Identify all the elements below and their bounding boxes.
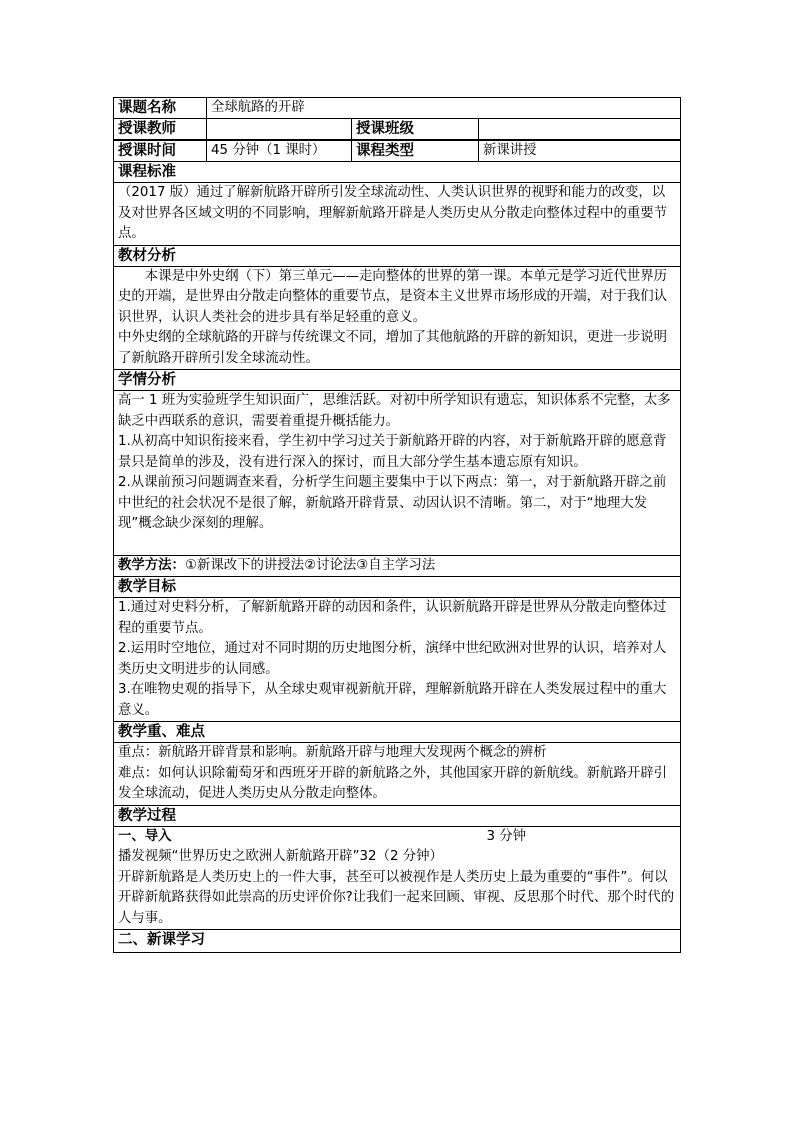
methods-row	[114, 555, 681, 577]
goals-text	[114, 598, 681, 722]
methods-label: 教学方法：	[118, 557, 185, 573]
time-value: 45 分钟（1 课时）	[207, 140, 352, 162]
standard-paragraph: （2017 版）通过了解新航路开辟所引发全球流动性、人类认识世界的视野和能力的改变，以及对世界各区域文明的不同影响，理解新航路开辟是人类历史从分散走向整体过程中的重要节点。	[118, 185, 668, 241]
material-text	[114, 266, 681, 370]
keypoints-text	[114, 743, 681, 806]
standard-text	[114, 183, 681, 246]
keypoints-paragraph-2: 难点：如何认识除葡萄牙和西班牙开辟的新航路之外，其他国家开辟的新航线。新航路开辟引发全球流动，促进人类历史从分散走向整体。	[118, 765, 668, 801]
intro-time: 3 分钟	[486, 828, 527, 844]
methods-text: ①新课改下的讲授法②讨论法③自主学习法	[184, 557, 436, 573]
intro-line	[118, 827, 676, 848]
type-label: 课程类型	[352, 140, 479, 162]
time-label: 授课时间	[114, 140, 207, 162]
keypoints-heading: 教学重、难点	[114, 722, 681, 743]
standard-heading: 课程标准	[114, 162, 681, 183]
material-paragraph-2: 中外史纲的全球航路的开辟与传统课文不同，增加了其他航路的开辟的新知识，更进一步说明了新航路开辟所引发全球流动性。	[118, 330, 668, 366]
students-paragraph-1: 高一 1 班为实验班学生知识面广，思维活跃。对初中所学知识有遗忘，知识体系不完整，太多缺乏中西联系的意识，需要着重提升概括能力。	[118, 393, 671, 429]
title-value: 全球航路的开辟	[207, 98, 681, 119]
spacer	[118, 535, 676, 555]
goals-paragraph-2: 2.运用时空地位，通过对不同时期的历史地图分析，演绎中世纪欧洲对世界的认识，培养对人类历史文明进步的认同感。	[118, 641, 667, 677]
goals-paragraph-3: 3.在唯物史观的指导下，从全球史观审视新航开辟，理解新航路开辟在人类发展过程中的重大意义。	[118, 682, 667, 718]
goals-paragraph-1: 1.通过对史料分析，了解新航路开辟的动因和条件，认识新航路开辟是世界从分散走向整体过程的重要节点。	[118, 600, 667, 636]
process-heading: 教学过程	[114, 805, 681, 826]
students-text	[114, 391, 681, 556]
lesson-plan-table	[113, 97, 681, 953]
class-value	[479, 119, 681, 141]
intro-paragraph-2: 开辟新航路是人类历史上的一件大事，甚至可以被视作是人类历史上最为重要的“事件”。何以开辟新航路获得如此崇高的历史评价你?让我们一起来回顾、审视、反思那个时代、那个时代的人与事。	[118, 869, 675, 926]
intro-label: 一、导入	[118, 828, 172, 844]
new-lesson-heading: 二、新课学习	[114, 930, 681, 953]
intro-paragraph-1: 播发视频“世界历史之欧洲人新航路开辟”32（2 分钟）	[118, 849, 443, 864]
material-heading: 教材分析	[114, 245, 681, 266]
students-paragraph-3: 2.从课前预习问题调查来看，分析学生问题主要集中于以下两点：第一，对于新航路开辟之前中世纪的社会状况不是很了解，新航路开辟背景、动因认识不清晰。第二，对于“地理大发现”概念缺少深刻的理解。	[118, 475, 667, 531]
process-intro	[114, 826, 681, 930]
students-heading: 学情分析	[114, 370, 681, 391]
title-label: 课题名称	[114, 98, 207, 119]
class-label: 授课班级	[352, 119, 479, 141]
teacher-label: 授课教师	[114, 119, 207, 141]
goals-heading: 教学目标	[114, 577, 681, 598]
teacher-value	[207, 119, 352, 141]
type-value: 新课讲授	[479, 140, 681, 162]
material-paragraph-1: 本课是中外史纲（下）第三单元——走向整体的世界的第一课。本单元是学习近代世界历史的开端，是世界由分散走向整体的重要节点，是资本主义世界市场形成的开端，对于我们认识世界，认识人类社会的进步具有举足轻重的意义。	[118, 268, 668, 325]
students-paragraph-2: 1.从初高中知识衔接来看，学生初中学习过关于新航路开辟的内容，对于新航路开辟的愿意背景只是简单的涉及，没有进行深入的探讨，而且大部分学生基本遗忘原有知识。	[118, 434, 667, 470]
keypoints-paragraph-1: 重点：新航路开辟背景和影响。新航路开辟与地理大发现两个概念的辨析	[118, 745, 547, 760]
